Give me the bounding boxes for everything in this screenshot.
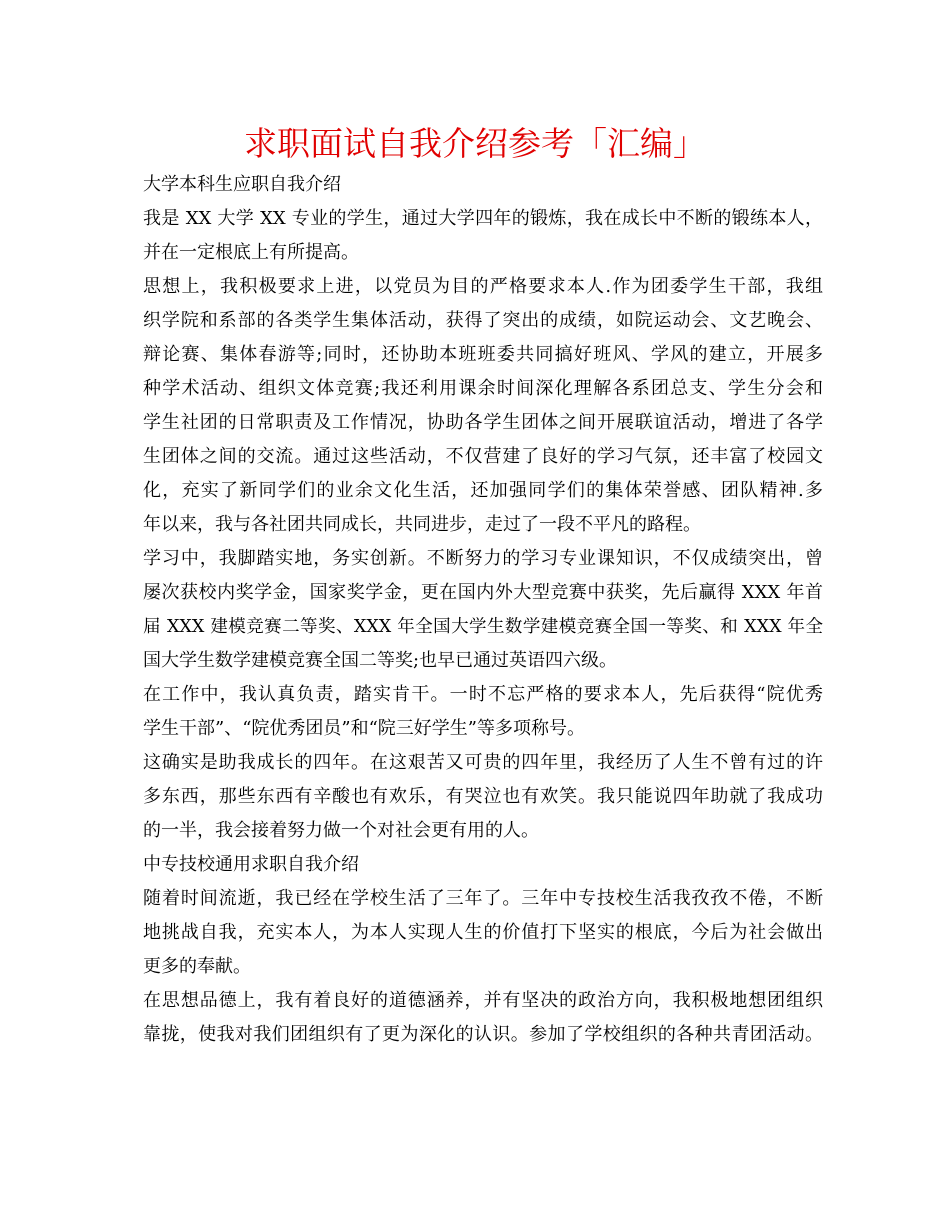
text-line: 化，充实了新同学们的业余文化生活，还加强同学们的集体荣誉感、团队精神.多 (143, 480, 823, 501)
text-line: 辩论赛、集体春游等;同时，还协助本班班委共同搞好班风、学风的建立，开展多 (143, 344, 823, 365)
text-line: 届 XXX 建模竞赛二等奖、XXX 年全国大学生数学建模竞赛全国一等奖、和 XXX 年全 (143, 617, 823, 637)
text-line: 屡次获校内奖学金，国家奖学金，更在国内外大型竞赛中获奖，先后赢得 XXX 年首 (143, 582, 823, 603)
text-line: 种学术活动、组织文体竞赛;我还利用课余时间深化理解各系团总支、学生分会和 (143, 378, 823, 399)
text-line: 地挑战自我，充实本人，为本人实现人生的价值打下坚实的根底，今后为社会做出 (143, 922, 823, 943)
text-line: 大学本科生应职自我介绍 (143, 174, 341, 195)
text-line: 在工作中，我认真负责，踏实肯干。一时不忘严格的要求本人，先后获得“院优秀 (143, 684, 823, 705)
text-line: 学生社团的日常职责及工作情况，协助各学生团体之间开展联谊活动，增进了各学 (143, 412, 823, 433)
text-line: 学生干部”、“院优秀团员”和“院三好学生”等多项称号。 (143, 718, 586, 739)
text-line: 更多的奉献。 (143, 956, 251, 977)
text-line: 靠拢，使我对我们团组织有了更为深化的认识。参加了学校组织的各种共青团活动。 (143, 1024, 823, 1045)
text-line: 在思想品德上，我有着良好的道德涵养，并有坚决的政治方向，我积极地想团组织 (143, 990, 823, 1011)
text-line: 生团体之间的交流。通过这些活动，不仅营建了良好的学习气氛，还丰富了校园文 (143, 446, 823, 467)
text-line: 的一半，我会接着努力做一个对社会更有用的人。 (143, 820, 539, 841)
document-body (143, 168, 823, 1052)
text-line: 国大学生数学建模竞赛全国二等奖;也早已通过英语四六级。 (143, 650, 618, 671)
text-line: 我是 XX 大学 XX 专业的学生，通过大学四年的锻炼，我在成长中不断的锻练本人， (143, 208, 823, 229)
text-line: 学习中，我脚踏实地，务实创新。不断努力的学习专业课知识，不仅成绩突出，曾 (143, 548, 823, 569)
text-line: 思想上，我积极要求上进，以党员为目的严格要求本人.作为团委学生干部，我组 (143, 276, 823, 297)
text-line: 织学院和系部的各类学生集体活动，获得了突出的成绩，如院运动会、文艺晚会、 (143, 310, 823, 331)
text-line: 年以来，我与各社团共同成长，共同进步，走过了一段不平凡的路程。 (143, 514, 701, 535)
text-line: 中专技校通用求职自我介绍 (143, 854, 359, 875)
text-line: 并在一定根底上有所提高。 (143, 242, 359, 263)
document-title: 求职面试自我介绍参考「汇编」 (244, 124, 706, 163)
text-line: 多东西，那些东西有辛酸也有欢乐，有哭泣也有欢笑。我只能说四年助就了我成功 (143, 786, 823, 807)
text-line: 这确实是助我成长的四年。在这艰苦又可贵的四年里，我经历了人生不曾有过的许 (143, 752, 823, 773)
text-line: 随着时间流逝，我已经在学校生活了三年了。三年中专技校生活我孜孜不倦，不断 (143, 888, 823, 909)
